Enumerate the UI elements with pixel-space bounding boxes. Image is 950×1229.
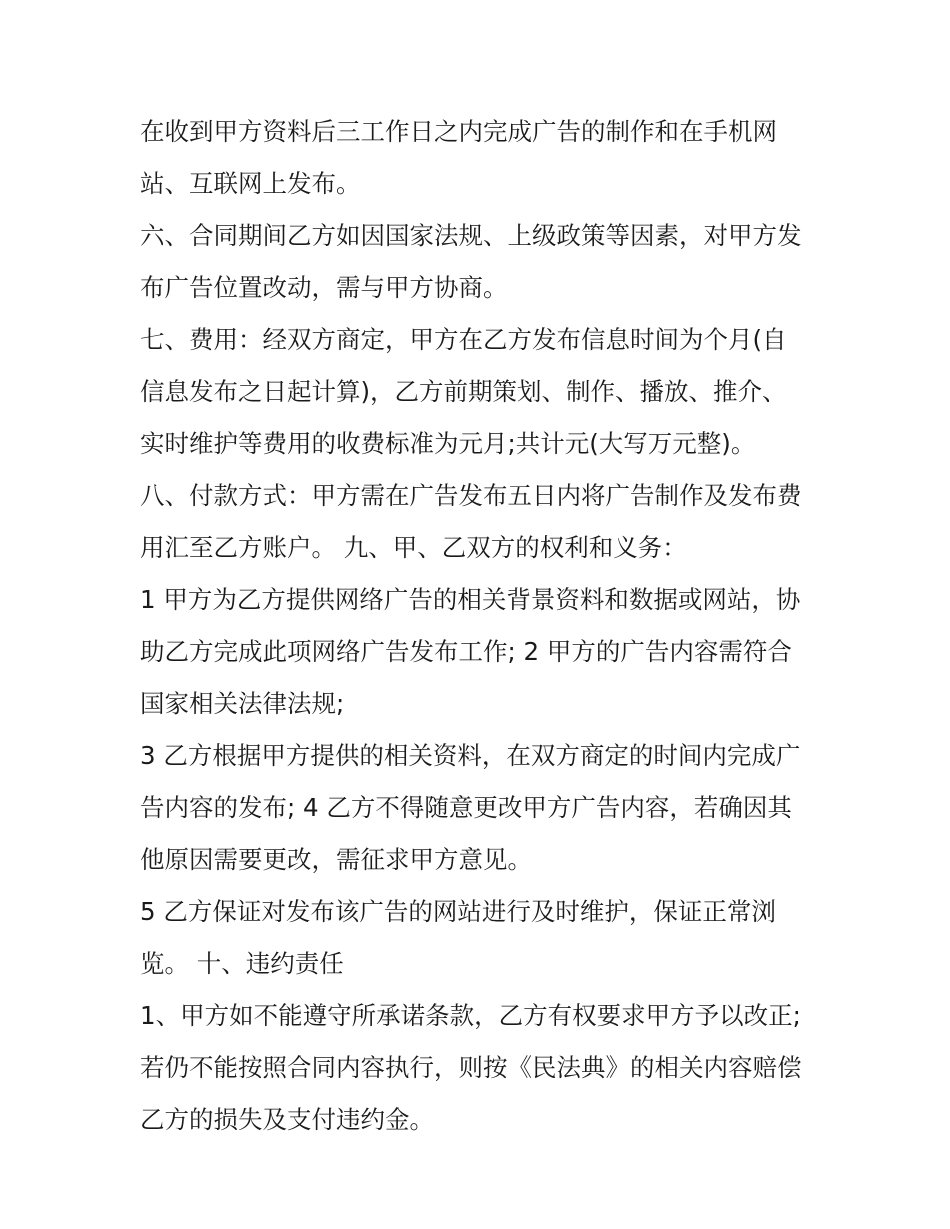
text-line: 告内容的发布; 4 乙方不得随意更改甲方广告内容，若确因其 (140, 793, 792, 822)
text-line: 览。 十、违约责任 (140, 949, 344, 978)
text-line: 他原因需要更改，需征求甲方意见。 (140, 845, 532, 874)
text-line: 1、甲方如不能遵守所承诺条款，乙方有权要求甲方予以改正; (140, 1001, 801, 1030)
text-line: 实时维护等费用的收费标准为元月;共计元(大写万元整)。 (140, 429, 756, 458)
text-line: 国家相关法律法规; (140, 689, 345, 718)
text-line: 5 乙方保证对发布该广告的网站进行及时维护，保证正常浏 (140, 897, 776, 926)
text-line: 七、费用：经双方商定，甲方在乙方发布信息时间为个月(自 (140, 325, 787, 354)
text-line: 在收到甲方资料后三工作日之内完成广告的制作和在手机网 (140, 117, 777, 146)
text-line: 若仍不能按照合同内容执行，则按《民法典》的相关内容赔偿 (140, 1053, 802, 1082)
text-line: 布广告位置改动，需与甲方协商。 (140, 273, 508, 302)
text-line: 六、合同期间乙方如因国家法规、上级政策等因素，对甲方发 (140, 221, 802, 250)
text-line: 用汇至乙方账户。 九、甲、乙双方的权利和义务： (140, 533, 687, 562)
text-line: 3 乙方根据甲方提供的相关资料，在双方商定的时间内完成广 (140, 741, 801, 770)
text-line: 乙方的损失及支付违约金。 (140, 1105, 434, 1134)
text-line: 助乙方完成此项网络广告发布工作; 2 甲方的广告内容需符合 (140, 637, 792, 666)
text-line: 八、付款方式：甲方需在广告发布五日内将广告制作及发布费 (140, 481, 802, 510)
contract-body-text (140, 106, 820, 1146)
text-line: 信息发布之日起计算)，乙方前期策划、制作、播放、推介、 (140, 377, 787, 406)
text-line: 站、互联网上发布。 (140, 169, 361, 198)
text-line: 1 甲方为乙方提供网络广告的相关背景资料和数据或网站，协 (140, 585, 801, 614)
